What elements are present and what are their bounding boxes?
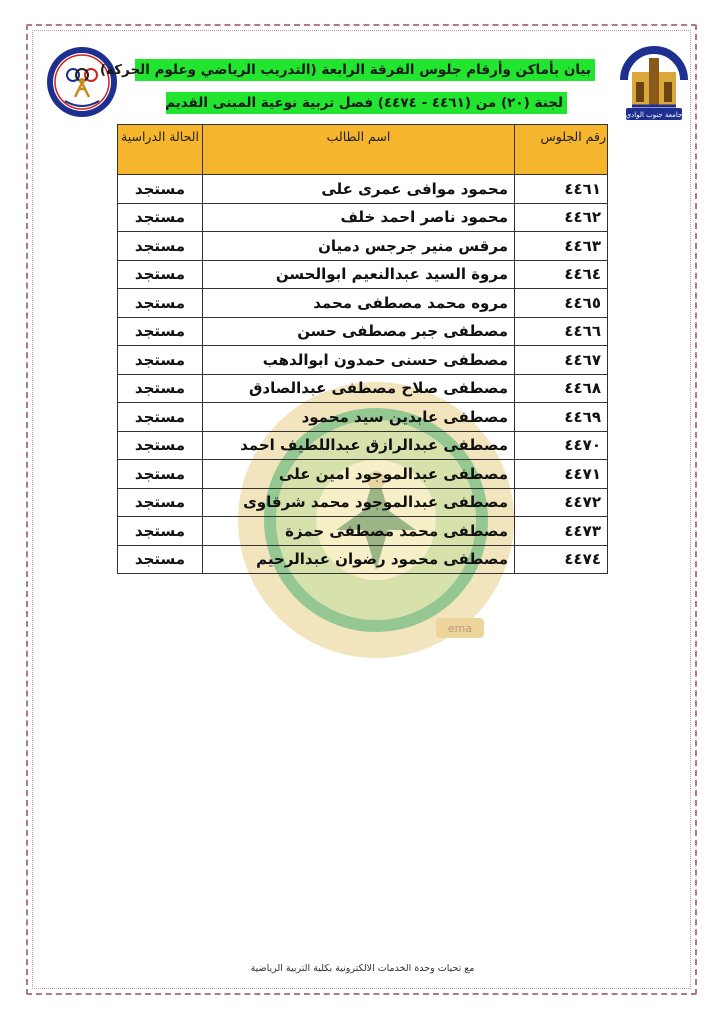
status: مستجد xyxy=(118,232,203,261)
student-name: مصطفى عبدالرازق عبداللطيف احمد xyxy=(203,431,515,460)
student-name: مصطفى جبر مصطفى حسن xyxy=(203,317,515,346)
seat-number: ٤٤٧٣ xyxy=(515,517,608,546)
table-row xyxy=(118,545,608,574)
seat-number: ٤٤٦٦ xyxy=(515,317,608,346)
student-name: محمود ناصر احمد خلف xyxy=(203,203,515,232)
table-row xyxy=(118,289,608,318)
status: مستجد xyxy=(118,317,203,346)
university-logo-icon xyxy=(618,44,690,122)
seat-number: ٤٤٦٥ xyxy=(515,289,608,318)
table-row xyxy=(118,403,608,432)
status: مستجد xyxy=(118,346,203,375)
seat-number: ٤٤٦٢ xyxy=(515,203,608,232)
table-row xyxy=(118,431,608,460)
table-row xyxy=(118,260,608,289)
student-name: مصطفى محمود رضوان عبدالرحيم xyxy=(203,545,515,574)
status: مستجد xyxy=(118,289,203,318)
table-header-row xyxy=(118,125,608,175)
watermark-badge: ema xyxy=(447,622,473,635)
student-name: مصطفى حسنى حمدون ابوالدهب xyxy=(203,346,515,375)
table-row xyxy=(118,488,608,517)
table-row xyxy=(118,203,608,232)
header-seat-number: رقم الجلوس xyxy=(515,125,608,175)
student-name: مصطفى عابدين سيد محمود xyxy=(203,403,515,432)
page-title: بيان بأماكن وأرقام جلوس الفرقة الرابعة (التدريب الرياضي وعلوم الحركة) xyxy=(135,59,595,81)
status: مستجد xyxy=(118,431,203,460)
table-row xyxy=(118,346,608,375)
table-row xyxy=(118,460,608,489)
faculty-logo-icon xyxy=(45,45,119,119)
student-name: مصطفى صلاح مصطفى عبدالصادق xyxy=(203,374,515,403)
page-footer: مع تحيات وحدة الخدمات الالكترونية بكلية التربية الرياضية xyxy=(250,963,475,974)
status: مستجد xyxy=(118,517,203,546)
header-student-name: اسم الطالب xyxy=(203,125,515,175)
status: مستجد xyxy=(118,460,203,489)
status: مستجد xyxy=(118,374,203,403)
seat-number: ٤٤٦٧ xyxy=(515,346,608,375)
seat-number: ٤٤٦١ xyxy=(515,175,608,204)
seat-number: ٤٤٧٤ xyxy=(515,545,608,574)
seating-table xyxy=(117,124,608,574)
status: مستجد xyxy=(118,203,203,232)
committee-subtitle: لجنة (٢٠) من (٤٤٦١ - ٤٤٧٤) فصل تربية نوعية المبنى القديم xyxy=(166,92,567,114)
status: مستجد xyxy=(118,545,203,574)
seat-number: ٤٤٦٣ xyxy=(515,232,608,261)
student-name: مصطفى عبدالموجود امين على xyxy=(203,460,515,489)
student-name: محمود موافى عمرى على xyxy=(203,175,515,204)
seat-number: ٤٤٧٢ xyxy=(515,488,608,517)
status: مستجد xyxy=(118,488,203,517)
table-row xyxy=(118,517,608,546)
status: مستجد xyxy=(118,260,203,289)
table-row xyxy=(118,317,608,346)
seat-number: ٤٤٦٤ xyxy=(515,260,608,289)
header-status: الحالة الدراسية xyxy=(118,125,203,175)
status: مستجد xyxy=(118,175,203,204)
seat-number: ٤٤٧١ xyxy=(515,460,608,489)
student-name: مصطفى محمد مصطفى حمزة xyxy=(203,517,515,546)
table-row xyxy=(118,232,608,261)
seat-number: ٤٤٧٠ xyxy=(515,431,608,460)
seat-number: ٤٤٦٩ xyxy=(515,403,608,432)
student-name: مرقس منير جرجس دميان xyxy=(203,232,515,261)
table-row xyxy=(118,374,608,403)
status: مستجد xyxy=(118,403,203,432)
seat-number: ٤٤٦٨ xyxy=(515,374,608,403)
student-name: مصطفى عبدالموجود محمد شرقاوى xyxy=(203,488,515,517)
student-name: مروة السيد عبدالنعيم ابوالحسن xyxy=(203,260,515,289)
student-name: مروه محمد مصطفى محمد xyxy=(203,289,515,318)
university-logo-caption: جامعة جنوب الوادي xyxy=(625,111,683,119)
table-row xyxy=(118,175,608,204)
